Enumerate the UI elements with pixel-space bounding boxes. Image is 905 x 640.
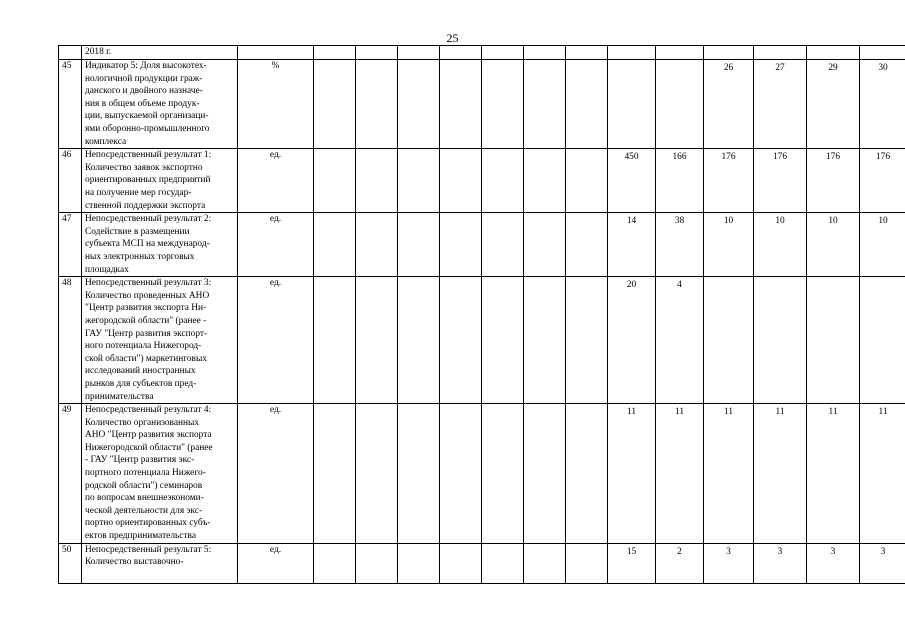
table-row [59, 213, 905, 277]
description-line: Количество выставочно- [85, 557, 184, 568]
row-number-cell: 50 [59, 543, 82, 583]
description-line: принимательства [85, 391, 154, 402]
value-cell [482, 543, 524, 583]
value-cell [398, 543, 440, 583]
value-cell: 166 [656, 149, 704, 213]
value-cell [314, 149, 356, 213]
value-cell: 176 [704, 149, 754, 213]
value-cell [482, 404, 524, 544]
description-line: исследований иностранных [85, 366, 196, 377]
value-cell [524, 149, 566, 213]
value-cell [566, 213, 608, 277]
value-cell [524, 60, 566, 149]
value-cell [314, 60, 356, 149]
table-row [59, 60, 905, 149]
indicator-description-cell [82, 277, 238, 404]
value-cell [398, 60, 440, 149]
value-cell [608, 46, 656, 60]
value-cell: 38 [656, 213, 704, 277]
unit-cell: ед. [238, 404, 314, 544]
value-cell [524, 404, 566, 544]
table-row [59, 543, 905, 583]
indicator-description-cell [82, 46, 238, 60]
table-row [59, 404, 905, 544]
description-line: рынков для субъектов пред- [85, 378, 197, 389]
description-line: "Центр развития экспорта Ни- [85, 303, 207, 314]
value-cell [524, 543, 566, 583]
description-line: Содействие в размещении [85, 226, 190, 237]
value-cell [807, 277, 860, 404]
value-cell [314, 543, 356, 583]
value-cell [566, 46, 608, 60]
description-line: - ГАУ "Центр развития экс- [85, 455, 195, 466]
value-cell [860, 277, 905, 404]
value-cell [398, 46, 440, 60]
description-line: портно ориентированных субъ- [85, 518, 211, 529]
indicator-description-cell [82, 404, 238, 544]
unit-cell: ед. [238, 277, 314, 404]
value-cell [754, 277, 807, 404]
description-line: нологичной продукции граж- [85, 73, 203, 84]
value-cell: 10 [754, 213, 807, 277]
value-cell [398, 149, 440, 213]
row-number-cell [59, 46, 82, 60]
value-cell: 15 [608, 543, 656, 583]
value-cell [440, 213, 482, 277]
value-cell [314, 213, 356, 277]
description-line: Количество организованных [85, 417, 200, 428]
value-cell [314, 277, 356, 404]
value-cell [356, 213, 398, 277]
value-cell: 11 [704, 404, 754, 544]
row-number-cell: 45 [59, 60, 82, 149]
row-number-cell: 46 [59, 149, 82, 213]
description-line: Непосредственный результат 4: [85, 405, 212, 416]
description-line: Индикатор 5: Доля высокотех- [85, 61, 207, 71]
value-cell: 4 [656, 277, 704, 404]
value-cell [754, 46, 807, 60]
value-cell [314, 46, 356, 60]
value-cell [566, 277, 608, 404]
value-cell: 14 [608, 213, 656, 277]
value-cell: 11 [656, 404, 704, 544]
value-cell [524, 46, 566, 60]
description-line: АНО "Центр развития экспорта [85, 430, 212, 441]
value-cell [356, 543, 398, 583]
value-cell [356, 149, 398, 213]
description-line: родской области") семинаров [85, 480, 203, 491]
value-cell: 3 [704, 543, 754, 583]
value-cell [860, 46, 905, 60]
description-line: ного потенциала Нижегород- [85, 341, 202, 352]
value-cell [440, 149, 482, 213]
value-cell: 176 [860, 149, 905, 213]
value-cell: 26 [704, 60, 754, 149]
value-cell [398, 277, 440, 404]
value-cell: 3 [754, 543, 807, 583]
description-line: ния в общем объеме продук- [85, 98, 200, 109]
description-line: Непосредственный результат 2: [85, 214, 212, 225]
value-cell: 11 [608, 404, 656, 544]
value-cell [398, 213, 440, 277]
value-cell [524, 213, 566, 277]
value-cell [566, 149, 608, 213]
value-cell [314, 404, 356, 544]
value-cell [482, 46, 524, 60]
row-number-cell: 47 [59, 213, 82, 277]
value-cell: 11 [860, 404, 905, 544]
description-line: Непосредственный результат 5: [85, 544, 212, 555]
description-line: данского и двойного назначе- [85, 86, 203, 97]
value-cell [440, 46, 482, 60]
value-cell [566, 60, 608, 149]
value-cell [704, 46, 754, 60]
description-line: Непосредственный результат 3: [85, 278, 212, 289]
value-cell [398, 404, 440, 544]
value-cell: 29 [807, 60, 860, 149]
description-line: ями оборонно-промышленного [85, 123, 210, 134]
value-cell: 30 [860, 60, 905, 149]
value-cell [524, 277, 566, 404]
value-cell [440, 543, 482, 583]
value-cell: 10 [860, 213, 905, 277]
value-cell: 20 [608, 277, 656, 404]
value-cell [440, 404, 482, 544]
description-line: ГАУ "Центр развития экспорт- [85, 328, 208, 339]
description-line: ской области") маркетинговых [85, 353, 207, 364]
row-number-cell: 49 [59, 404, 82, 544]
unit-cell [238, 46, 314, 60]
value-cell: 176 [807, 149, 860, 213]
description-line: 2018 г. [85, 47, 112, 57]
table-row [59, 277, 905, 404]
table-row [59, 46, 905, 60]
indicator-description-cell [82, 213, 238, 277]
value-cell [356, 46, 398, 60]
description-line: субъекта МСП на международ- [85, 239, 210, 250]
value-cell [482, 60, 524, 149]
description-line: Количество проведенных АНО [85, 290, 210, 301]
value-cell [356, 404, 398, 544]
description-line: комплекса [85, 136, 127, 147]
unit-cell: ед. [238, 543, 314, 583]
description-line: Непосредственный результат 1: [85, 150, 212, 161]
indicator-description-cell [82, 543, 238, 583]
value-cell [482, 213, 524, 277]
description-line: ектов предпринимательства [85, 531, 197, 542]
unit-cell: % [238, 60, 314, 149]
value-cell [482, 277, 524, 404]
description-line: по вопросам внешнеэкономи- [85, 493, 204, 504]
value-cell: 176 [754, 149, 807, 213]
value-cell: 3 [807, 543, 860, 583]
value-cell [656, 46, 704, 60]
value-cell [356, 277, 398, 404]
indicator-description-cell [82, 60, 238, 149]
description-line: ческой деятельности для экс- [85, 505, 203, 516]
description-line: портного потенциала Нижего- [85, 468, 206, 479]
value-cell [482, 149, 524, 213]
value-cell [704, 277, 754, 404]
value-cell: 11 [754, 404, 807, 544]
indicator-description-cell [82, 149, 238, 213]
table-row [59, 149, 905, 213]
description-line: ных электронных торговых [85, 251, 195, 262]
value-cell [356, 60, 398, 149]
value-cell [608, 60, 656, 149]
value-cell: 10 [807, 213, 860, 277]
unit-cell: ед. [238, 213, 314, 277]
value-cell [440, 60, 482, 149]
description-line: на получение мер государ- [85, 187, 192, 198]
description-line: Количество заявок экспортно [85, 162, 203, 173]
unit-cell: ед. [238, 149, 314, 213]
value-cell: 3 [860, 543, 905, 583]
value-cell [440, 277, 482, 404]
row-number-cell: 48 [59, 277, 82, 404]
value-cell: 2 [656, 543, 704, 583]
page-number: 25 [446, 31, 459, 45]
value-cell [656, 60, 704, 149]
value-cell [566, 543, 608, 583]
description-line: ориентированных предприятий [85, 175, 211, 186]
value-cell [807, 46, 860, 60]
value-cell [566, 404, 608, 544]
description-line: Нижегородской области" (ранее [85, 442, 213, 453]
value-cell: 27 [754, 60, 807, 149]
description-line: площадках [85, 264, 129, 275]
description-line: жегородской области" (ранее - [85, 315, 207, 326]
value-cell: 11 [807, 404, 860, 544]
value-cell: 450 [608, 149, 656, 213]
value-cell: 10 [704, 213, 754, 277]
description-line: ственной поддержки экспорта [85, 200, 206, 211]
indicators-table [58, 45, 905, 584]
description-line: ции, выпускаемой организаци- [85, 111, 209, 122]
